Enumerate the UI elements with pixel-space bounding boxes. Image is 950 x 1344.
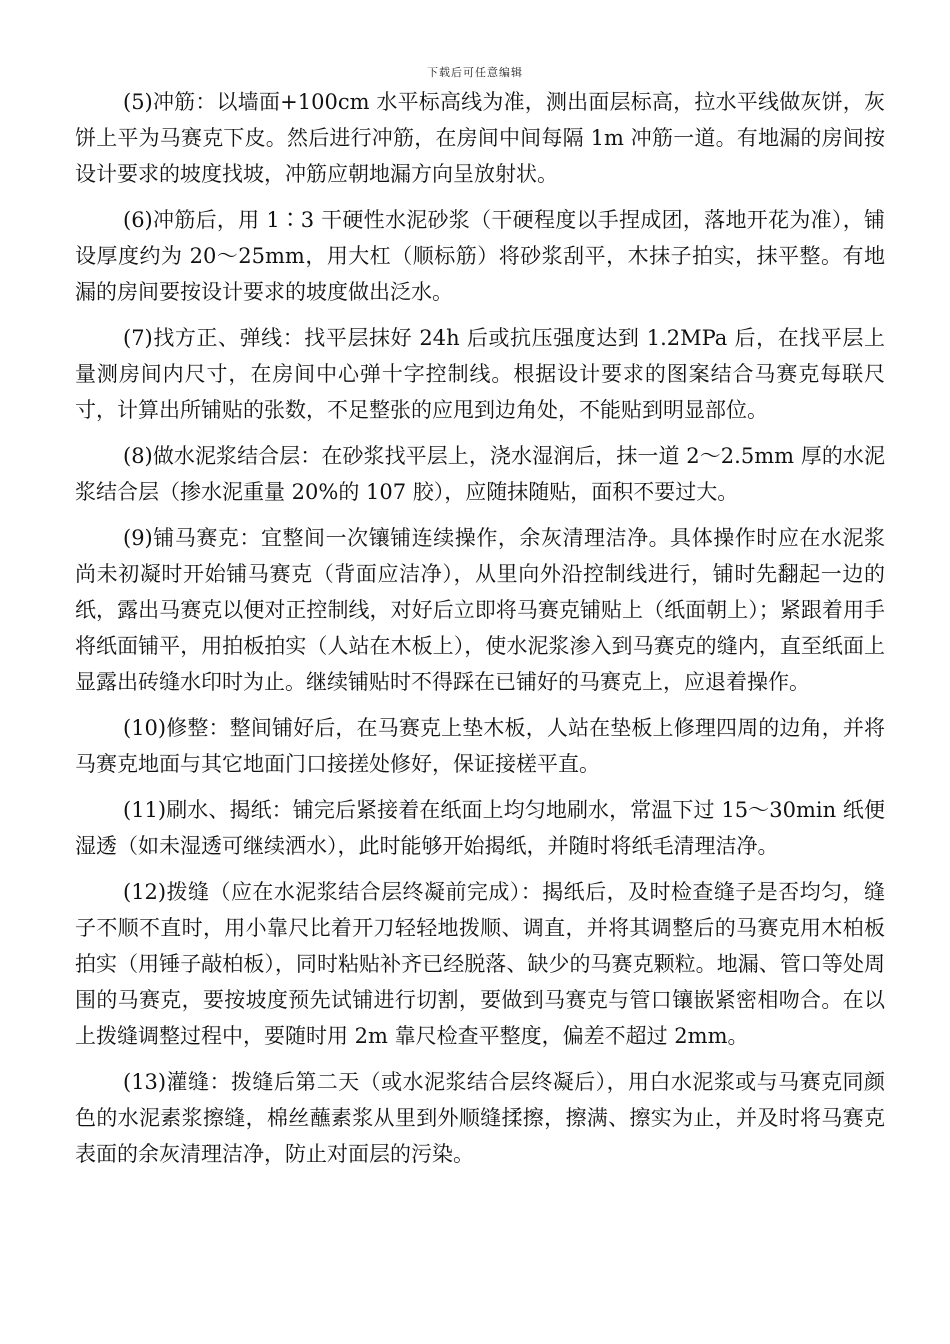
paragraph-step-8: (8)做水泥浆结合层：在砂浆找平层上，浇水湿润后，抹一道 2～2.5mm 厚的水泥浆结合层（掺水泥重量 20%的 107 胶），应随抹随贴，面积不要过大。 <box>75 444 885 504</box>
paragraph-step-10: (10)修整：整间铺好后，在马赛克上垫木板，人站在垫板上修理四周的边角，并将马赛克地面与其它地面门口接搓处修好，保证接槎平直。 <box>75 716 885 776</box>
paragraph-step-13: (13)灌缝：拨缝后第二天（或水泥浆结合层终凝后），用白水泥浆或与马赛克同颜色的水泥素浆擦缝，棉丝蘸素浆从里到外顺缝揉擦，擦满、擦实为止，并及时将马赛克表面的余灰清理洁净，防止对面层的污染。 <box>75 1070 885 1166</box>
paragraph-step-5: (5)冲筋：以墙面+100cm 水平标高线为准，测出面层标高，拉水平线做灰饼，灰饼上平为马赛克下皮。然后进行冲筋，在房间中间每隔 1m 冲筋一道。有地漏的房间按设计要求的坡度找坡，冲筋应朝地漏方向呈放射状。 <box>75 90 885 186</box>
paragraph-step-9: (9)铺马赛克：宜整间一次镶铺连续操作，余灰清理洁净。具体操作时应在水泥浆尚未初凝时开始铺马赛克（背面应洁净），从里向外沿控制线进行，铺时先翻起一边的纸，露出马赛克以便对正控制线，对好后立即将马赛克铺贴上（纸面朝上）；紧跟着用手将纸面铺平，用拍板拍实（人站在木板上），使水泥浆渗入到马赛克的缝内，直至纸面上显露出砖缝水印时为止。继续铺贴时不得踩在已铺好的马赛克上，应退着操作。 <box>75 526 885 694</box>
paragraph-step-7: (7)找方正、弹线：找平层抹好 24h 后或抗压强度达到 1.2MPa 后，在找平层上量测房间内尺寸，在房间中心弹十字控制线。根据设计要求的图案结合马赛克每联尺寸，计算出所铺贴的张数，不足整张的应甩到边角处，不能贴到明显部位。 <box>75 326 885 422</box>
document-body <box>75 84 885 1182</box>
paragraph-step-12: (12)拨缝（应在水泥浆结合层终凝前完成）：揭纸后，及时检查缝子是否均匀，缝子不顺不直时，用小靠尺比着开刀轻轻地拨顺、调直，并将其调整后的马赛克用木柏板拍实（用锤子敲柏板），同时粘贴补齐已经脱落、缺少的马赛克颗粒。地漏、管口等处周围的马赛克，要按坡度预先试铺进行切割，要做到马赛克与管口镶嵌紧密相吻合。在以上拨缝调整过程中，要随时用 2m 靠尺检查平整度，偏差不超过 2mm。 <box>75 880 885 1048</box>
paragraph-step-6: (6)冲筋后，用 1∶3 干硬性水泥砂浆（干硬程度以手捏成团，落地开花为准），铺设厚度约为 20～25mm，用大杠（顺标筋）将砂浆刮平，木抹子拍实，抹平整。有地漏的房间要按设计要求的坡度做出泛水。 <box>75 208 885 304</box>
paragraph-step-11: (11)刷水、揭纸：铺完后紧接着在纸面上均匀地刷水，常温下过 15～30min 纸便湿透（如未湿透可继续洒水），此时能够开始揭纸，并随时将纸毛清理洁净。 <box>75 798 885 858</box>
page-header: 下载后可任意编辑 <box>427 66 523 79</box>
